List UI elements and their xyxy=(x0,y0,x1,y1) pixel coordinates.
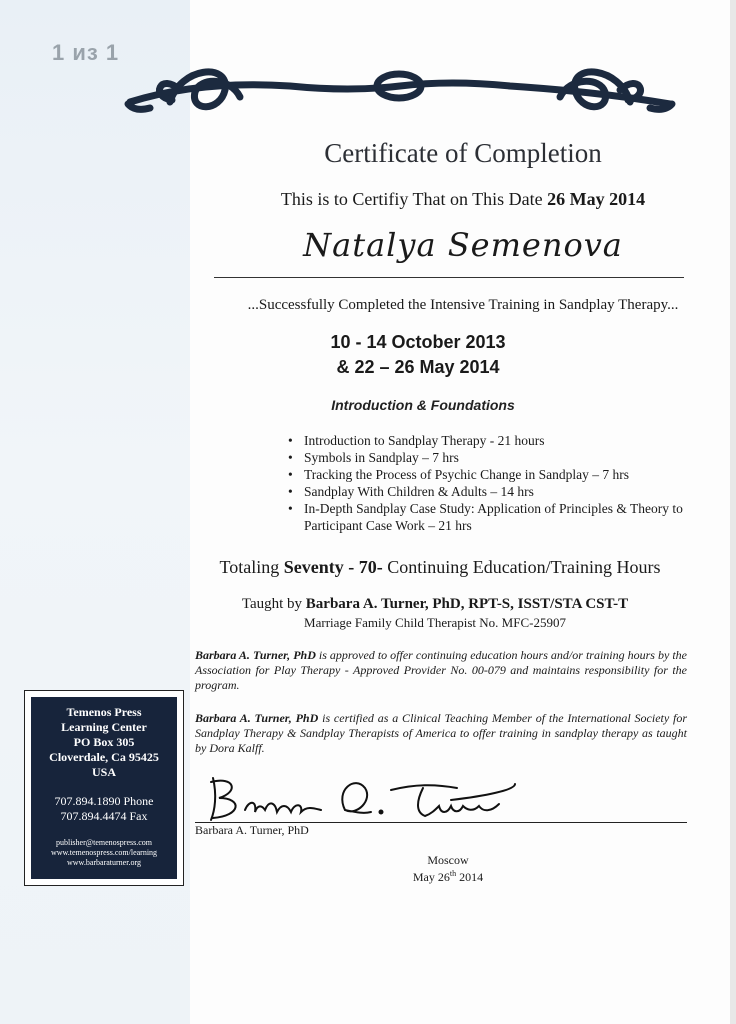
issue-date-suffix: th xyxy=(449,869,457,878)
signer-name: Barbara A. Turner, PhD xyxy=(195,823,309,837)
approval-name: Barbara A. Turner, PhD xyxy=(195,648,316,662)
instructor-name: Barbara A. Turner, PhD, RPT-S, ISST/STA CST-T xyxy=(305,596,629,612)
module-item: • In-Depth Sandplay Case Study: Application of Principles & Theory to Participant Case Work – 21 hrs xyxy=(288,500,688,534)
module-item: • Introduction to Sandplay Therapy - 21 hours xyxy=(288,432,688,449)
press-center: Learning Center xyxy=(61,720,147,734)
module-item: • Symbols in Sandplay – 7 hrs xyxy=(288,449,688,466)
certificate-title: Certificate of Completion xyxy=(324,138,602,168)
press-email: publisher@temenospress.com xyxy=(55,838,152,847)
recipient-name: Natalya Semenova xyxy=(303,226,623,264)
certification-text: is certified as a Clinical Teaching Member of the International Society for Sandplay Therapy & Sandplay Therapists of America to offer training in sandplay therapy as taught by Dora Kalff. xyxy=(195,711,688,755)
press-info-panel xyxy=(31,697,177,879)
press-fax: 707.894.4474 Fax xyxy=(60,809,148,823)
certify-prefix: This is to Certifiy That on This Date xyxy=(280,189,543,209)
ribbon-ornament-icon xyxy=(110,42,690,132)
training-date-1: 10 - 14 October 2013 xyxy=(330,332,506,352)
press-info-box xyxy=(24,690,184,886)
instructor-license: Marriage Family Child Therapist No. MFC-25907 xyxy=(304,615,566,630)
press-country: USA xyxy=(91,765,116,779)
press-pobox: PO Box 305 xyxy=(73,735,135,749)
training-date-2: & 22 – 26 May 2014 xyxy=(336,357,500,377)
issue-place: Moscow xyxy=(427,853,469,867)
certification-paragraph xyxy=(195,711,687,756)
module-item: • Sandplay With Children & Adults – 14 hrs xyxy=(288,483,688,500)
section-title: Introduction & Foundations xyxy=(331,397,515,413)
total-hours-value: Seventy - 70- xyxy=(283,557,383,577)
module-list xyxy=(288,432,688,534)
issue-date-year: 2014 xyxy=(459,870,484,884)
page-indicator: 1 из 1 xyxy=(52,40,120,65)
approval-text: is approved to offer continuing education hours and/or training hours by the Association for Play Therapy - Approved Provider No. 00-079 and maintains responsibility for the program. xyxy=(195,648,688,692)
issue-date xyxy=(378,869,518,885)
certification-name: Barbara A. Turner, PhD xyxy=(195,711,319,725)
press-url-learning: www.temenospress.com/learning xyxy=(50,848,158,857)
press-name: Temenos Press xyxy=(66,705,142,719)
module-item: • Tracking the Process of Psychic Change in Sandplay – 7 hrs xyxy=(288,466,688,483)
press-city: Cloverdale, Ca 95425 xyxy=(49,750,159,764)
name-underline xyxy=(214,277,684,278)
certify-date: 26 May 2014 xyxy=(547,189,646,209)
issue-date-month-day: May 26 xyxy=(412,870,450,884)
press-url-site: www.barbaraturner.org xyxy=(67,858,141,867)
instructor-line xyxy=(200,596,670,613)
certify-line xyxy=(190,189,736,210)
total-prefix: Totaling xyxy=(219,557,280,577)
total-suffix: Continuing Education/Training Hours xyxy=(387,557,661,577)
press-phone: 707.894.1890 Phone xyxy=(54,794,154,808)
approval-paragraph xyxy=(195,648,687,693)
total-hours xyxy=(200,557,680,578)
completion-statement: ...Successfully Completed the Intensive Training in Sandplay Therapy... xyxy=(247,297,679,313)
taught-by-label: Taught by xyxy=(241,596,303,612)
signature-image xyxy=(195,770,685,826)
